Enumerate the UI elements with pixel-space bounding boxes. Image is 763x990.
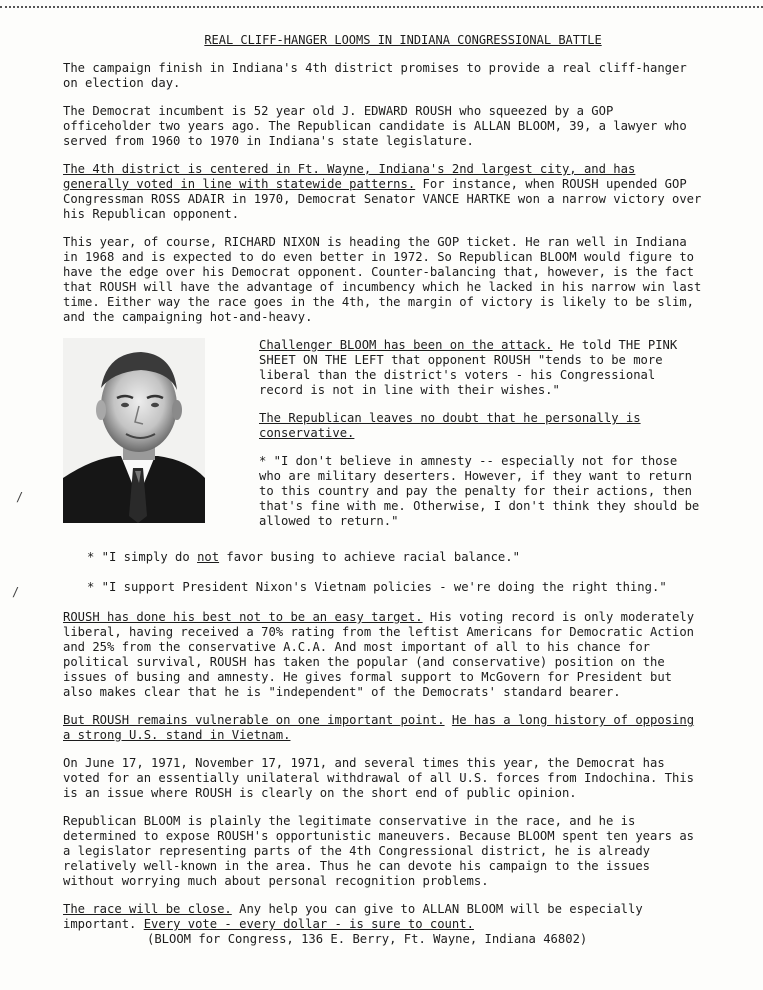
paragraph: Challenger BLOOM has been on the attack. He told THE PINK SHEET ON THE LEFT that opponent ROUSH "tends to be more liberal than the district's voters - his Congressional record is not in line with their wishes." [259,338,678,397]
feature-section [63,338,703,542]
document-body [63,33,703,960]
quote: * "I don't believe in amnesty -- especially not for those who are military deserters. However, if they want to return to this country and pay the penalty for their actions, then that's fine with me. Otherwise, I don't think they should be allowed to return." [259,454,700,528]
portrait-image [63,338,205,523]
paragraph: The campaign finish in Indiana's 4th district promises to provide a real cliff-hanger on election day. [63,61,687,90]
paragraph: The 4th district is centered in Ft. Wayne, Indiana's 2nd largest city, and has generally voted in line with statewide patterns. For instance, when ROUSH upended GOP Congressman ROSS ADAIR in 1970, Democrat Senator VANCE HARTKE won a narrow victory over his Republican opponent. [63,162,702,221]
paragraph: But ROUSH remains vulnerable on one important point. He has a long history of opposing a strong U.S. stand in Vietnam. [63,713,695,742]
paragraph: ROUSH has done his best not to be an easy target. His voting record is only moderately liberal, having received a 70% rating from the leftist Americans for Democratic Action and 25% from the conservative A.C.A. And most important of all to his chance for political survival, ROUSH has taken the popular (and conservative) position on the issues of busing and amnesty. He gives formal support to McGovern for President but also makes clear that he is "independent" of the Democrats' standard bearer. [63,610,695,699]
paragraph: On June 17, 1971, November 17, 1971, and several times this year, the Democrat has voted for an essentially unilateral withdrawal of all U.S. forces from Indochina. This is an issue where ROUSH is clearly on the short end of public opinion. [63,756,695,800]
paragraph: This year, of course, RICHARD NIXON is heading the GOP ticket. He ran well in Indiana in 1968 and is expected to do even better in 1972. So Republican BLOOM would figure to have the edge over his Democrat opponent. Counter-balancing that, however, is the fact that ROUSH will have the advantage of incumbency which he lacked in his narrow win last time. Either way the race goes in the 4th, the margin of victory is likely to be slim, and the campaigning hot-and-heavy. [63,235,702,324]
candidate-photo [63,338,205,523]
quote-bullet: * "I support President Nixon's Vietnam policies - we're doing the right thing." [87,580,667,594]
paragraph: The race will be close. Any help you can give to ALLAN BLOOM will be especially important. Every vote - every dollar - is sure to count. [63,902,643,931]
paragraph: The Republican leaves no doubt that he personally is conservative. [259,411,641,440]
headline: REAL CLIFF-HANGER LOOMS IN INDIANA CONGRESSIONAL BATTLE [204,33,602,47]
paragraph: The Democrat incumbent is 52 year old J. EDWARD ROUSH who squeezed by a GOP officeholder two years ago. The Republican candidate is ALLAN BLOOM, 39, a lawyer who served from 1960 to 1970 in Indiana's state legislature. [63,104,687,148]
margin-mark: / [16,490,24,504]
quote-bullet: * "I simply do not favor busing to achieve racial balance." [87,550,520,564]
feature-text [259,338,703,542]
paragraph: Republican BLOOM is plainly the legitimate conservative in the race, and he is determined to expose ROUSH's opportunistic maneuvers. Because BLOOM spent ten years as a legislator representing parts of the 4th Congressional district, he is already relatively well-known in the area. Thus he can devote his campaign to the issues without worrying much about personal recognition problems. [63,814,695,888]
top-border [0,6,763,8]
contact-line: (BLOOM for Congress, 136 E. Berry, Ft. Wayne, Indiana 46802) [147,932,588,946]
margin-mark: / [12,585,20,599]
